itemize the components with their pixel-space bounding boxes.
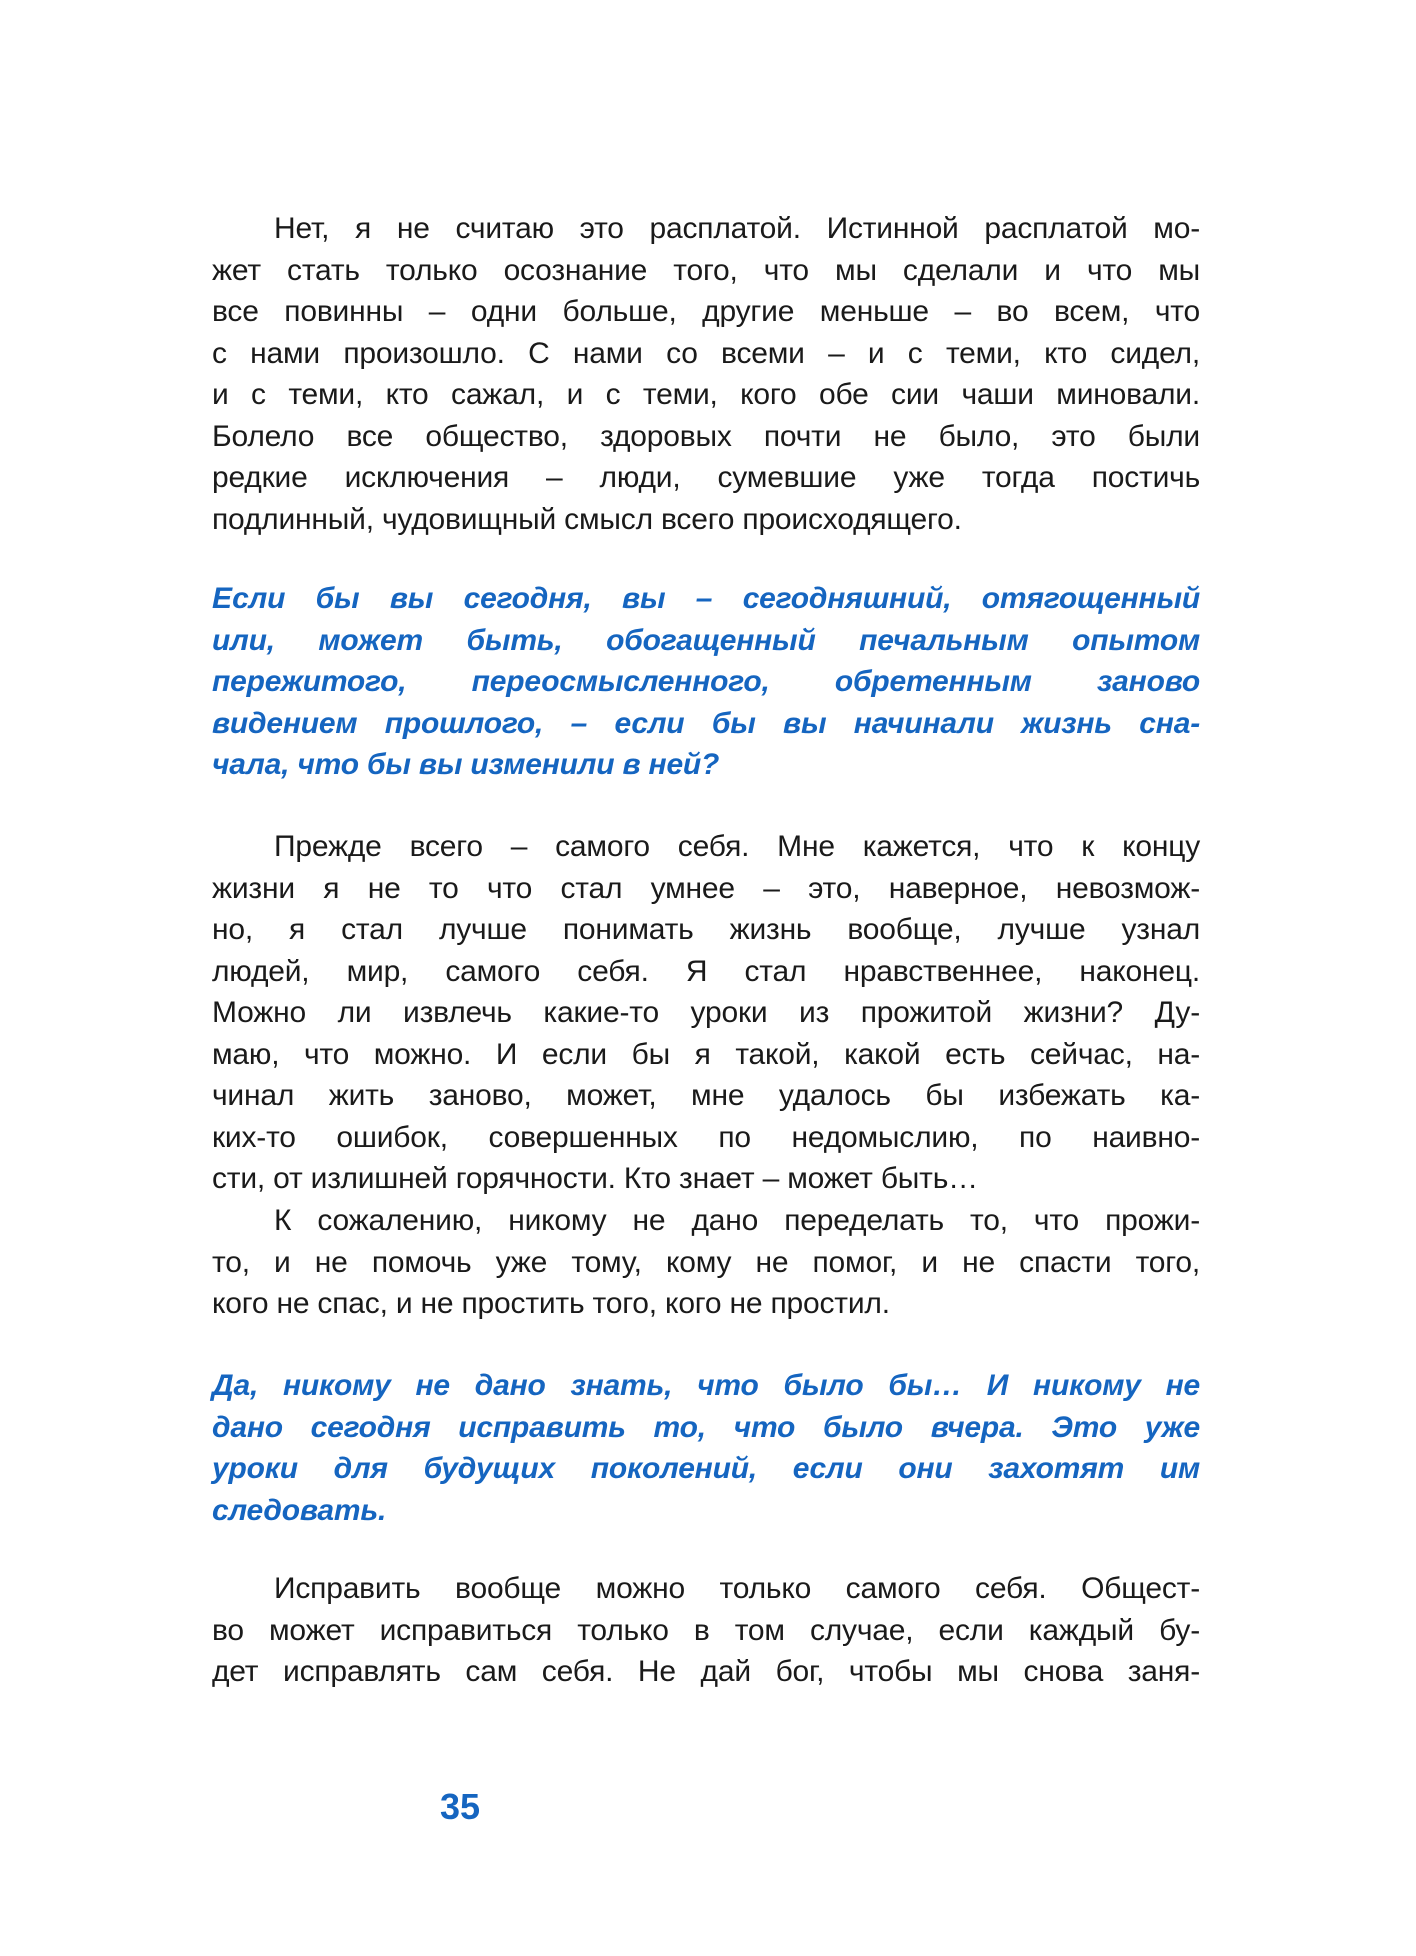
text-line: Можно ли извлечь какие-то уроки из прожитой жизни? Ду-	[212, 996, 1200, 1029]
question-line: Да, никому не дано знать, что было бы… И никому не	[212, 1369, 1200, 1402]
text-line: с нами произошло. С нами со всеми – и с теми, кто сидел,	[212, 336, 1200, 370]
text-line: то, и не помочь уже тому, кому не помог, и не спасти того,	[212, 1245, 1200, 1279]
question-line: или, может быть, обогащенный печальным опытом	[212, 623, 1200, 657]
text-line: дет исправлять сам себя. Не дай бог, чтобы мы снова заня-	[212, 1655, 1200, 1688]
text-line: Прежде всего – самого себя. Мне кажется, что к концу	[274, 830, 1200, 863]
text-line: Нет, я не считаю это расплатой. Истинной расплатой мо-	[274, 212, 1200, 245]
text-line: редкие исключения – люди, сумевшие уже тогда постичь	[212, 461, 1200, 494]
interviewer-question	[212, 578, 1200, 786]
text-line: жизни я не то что стал умнее – это, наверное, невозмож-	[212, 871, 1200, 905]
text-line: ких-то ошибок, совершенных по недомыслию, по наивно-	[212, 1120, 1200, 1154]
question-line: пережитого, переосмысленного, обретенным заново	[212, 665, 1200, 698]
text-line: сти, от излишней горячности. Кто знает – может быть…	[212, 1162, 978, 1195]
text-line: маю, что можно. И если бы я такой, какой есть сейчас, на-	[212, 1037, 1200, 1071]
text-line: и с теми, кто сажал, и с теми, кого обе сии чаши миновали.	[212, 378, 1200, 411]
text-line: во может исправиться только в том случае, если каждый бу-	[212, 1613, 1200, 1647]
question-line: дано сегодня исправить то, что было вчера. Это уже	[212, 1410, 1200, 1444]
question-line: Если бы вы сегодня, вы – сегодняшний, отягощенный	[212, 582, 1200, 615]
text-line: кого не спас, и не простить того, кого не простил.	[212, 1287, 890, 1320]
answer-paragraph	[212, 826, 1200, 1200]
answer-paragraph	[212, 1200, 1200, 1325]
text-line: подлинный, чудовищный смысл всего происходящего.	[212, 502, 962, 536]
answer-paragraph	[212, 1568, 1200, 1693]
question-line: чала, что бы вы изменили в ней?	[212, 748, 720, 781]
text-line: жет стать только осознание того, что мы сделали и что мы	[212, 253, 1200, 287]
text-line: но, я стал лучше понимать жизнь вообще, лучше узнал	[212, 913, 1200, 946]
text-line: Болело все общество, здоровых почти не было, это были	[212, 419, 1200, 453]
interviewer-question	[212, 1365, 1200, 1531]
page-number: 35	[440, 1786, 481, 1827]
text-line: Исправить вообще можно только самого себя. Общест-	[274, 1572, 1200, 1605]
text-line: чинал жить заново, может, мне удалось бы избежать ка-	[212, 1079, 1200, 1112]
text-line: людей, мир, самого себя. Я стал нравственнее, наконец.	[212, 954, 1200, 988]
question-line: следовать.	[212, 1493, 387, 1527]
answer-paragraph	[212, 208, 1200, 540]
question-line: видением прошлого, – если бы вы начинали жизнь сна-	[212, 706, 1200, 740]
text-line: все повинны – одни больше, другие меньше – во всем, что	[212, 295, 1200, 328]
text-line: К сожалению, никому не дано переделать то, что прожи-	[274, 1204, 1200, 1237]
question-line: уроки для будущих поколений, если они захотят им	[212, 1452, 1200, 1485]
